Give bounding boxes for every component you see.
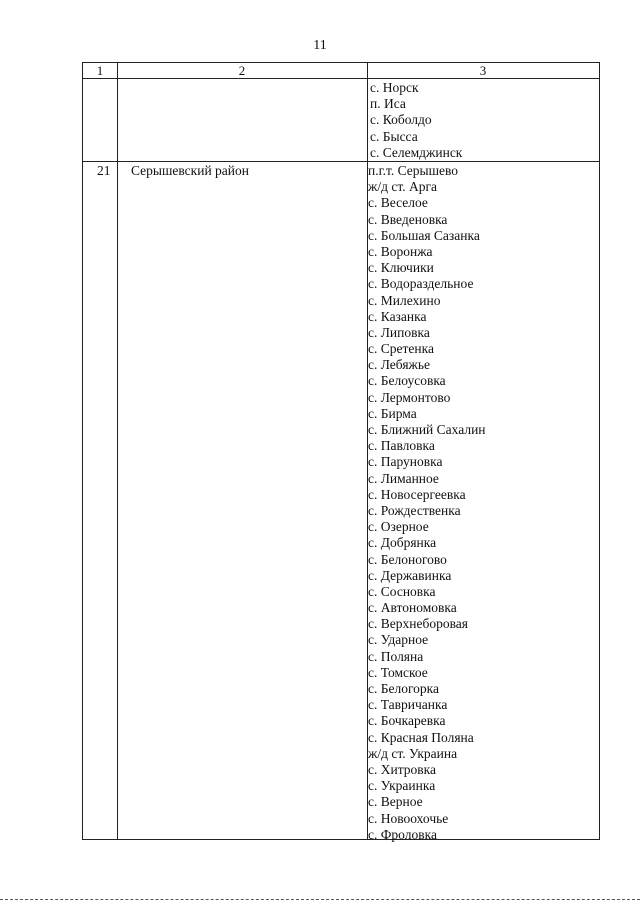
settlement-item: с. Новоохочье (368, 810, 449, 826)
settlement-item: ж/д ст. Арга (368, 179, 437, 195)
prev-row-settlements (370, 80, 462, 161)
settlement-item: с. Бысса (370, 128, 418, 144)
scan-edge (0, 899, 640, 900)
page-number: 11 (313, 38, 327, 53)
header-col-3: 3 (479, 63, 487, 78)
settlement-item: с. Павловка (368, 438, 435, 454)
district-name: Серышевский район (131, 163, 249, 178)
settlement-item: с. Норск (370, 80, 419, 95)
settlement-item: с. Липовка (368, 324, 430, 340)
settlement-item: с. Коболдо (370, 112, 432, 128)
column-divider (117, 63, 118, 839)
settlement-item: с. Введеновка (368, 211, 448, 227)
settlement-item: с. Рождественка (368, 502, 461, 518)
settlement-item: с. Верхнеборовая (368, 616, 468, 632)
settlement-item: с. Паруновка (368, 454, 443, 470)
settlement-item: с. Хитровка (368, 761, 437, 777)
header-divider (83, 78, 599, 79)
row-21-settlements (368, 163, 486, 843)
header-col-1: 1 (96, 63, 104, 78)
settlement-item: с. Фроловка (368, 826, 437, 842)
settlement-item: с. Озерное (368, 519, 429, 535)
settlement-item: с. Добрянка (368, 535, 437, 551)
settlement-item: с. Верное (368, 794, 423, 810)
settlement-item: с. Тавричанка (368, 697, 448, 713)
settlement-item: с. Державинка (368, 567, 452, 583)
settlement-item: с. Лермонтово (368, 389, 451, 405)
settlement-item: с. Красная Поляна (368, 729, 474, 745)
settlement-item: с. Ключики (368, 260, 434, 276)
settlement-item: с. Лиманное (368, 470, 439, 486)
settlement-item: с. Сосновка (368, 583, 436, 599)
row-divider (83, 161, 599, 162)
settlement-item: с. Поляна (368, 648, 424, 664)
settlement-item: с. Сретенка (368, 341, 434, 357)
settlement-item: с. Автономовка (368, 600, 457, 616)
settlement-item: с. Лебяжье (368, 357, 431, 373)
settlement-item: с. Казанка (368, 308, 427, 324)
settlements-table (82, 62, 600, 840)
settlement-item: п.г.т. Серышево (368, 163, 459, 178)
settlement-item: с. Томское (368, 664, 428, 680)
settlement-item: с. Большая Сазанка (368, 227, 480, 243)
settlement-item: с. Белогорка (368, 681, 440, 696)
settlement-item: с. Ближний Сахалин (368, 422, 486, 437)
settlement-item: п. Иса (370, 96, 406, 112)
settlement-item: с. Селемджинск (370, 144, 463, 160)
settlement-item: с. Милехино (368, 292, 441, 308)
settlement-item: с. Веселое (368, 195, 428, 211)
settlement-item: с. Белоногово (368, 551, 447, 567)
settlement-item: с. Ударное (368, 632, 429, 648)
settlement-item: с. Новосергеевка (368, 486, 466, 502)
settlement-item: с. Белоусовка (368, 373, 446, 389)
settlement-item: с. Водораздельное (368, 276, 474, 292)
settlement-item: с. Бирма (368, 405, 417, 421)
settlement-item: с. Украинка (368, 778, 436, 794)
settlement-item: ж/д ст. Украина (368, 745, 458, 761)
settlement-item: с. Воронжа (368, 243, 433, 259)
header-col-2: 2 (238, 63, 246, 78)
row-number: 21 (97, 163, 111, 178)
settlement-item: с. Бочкаревка (368, 713, 446, 729)
